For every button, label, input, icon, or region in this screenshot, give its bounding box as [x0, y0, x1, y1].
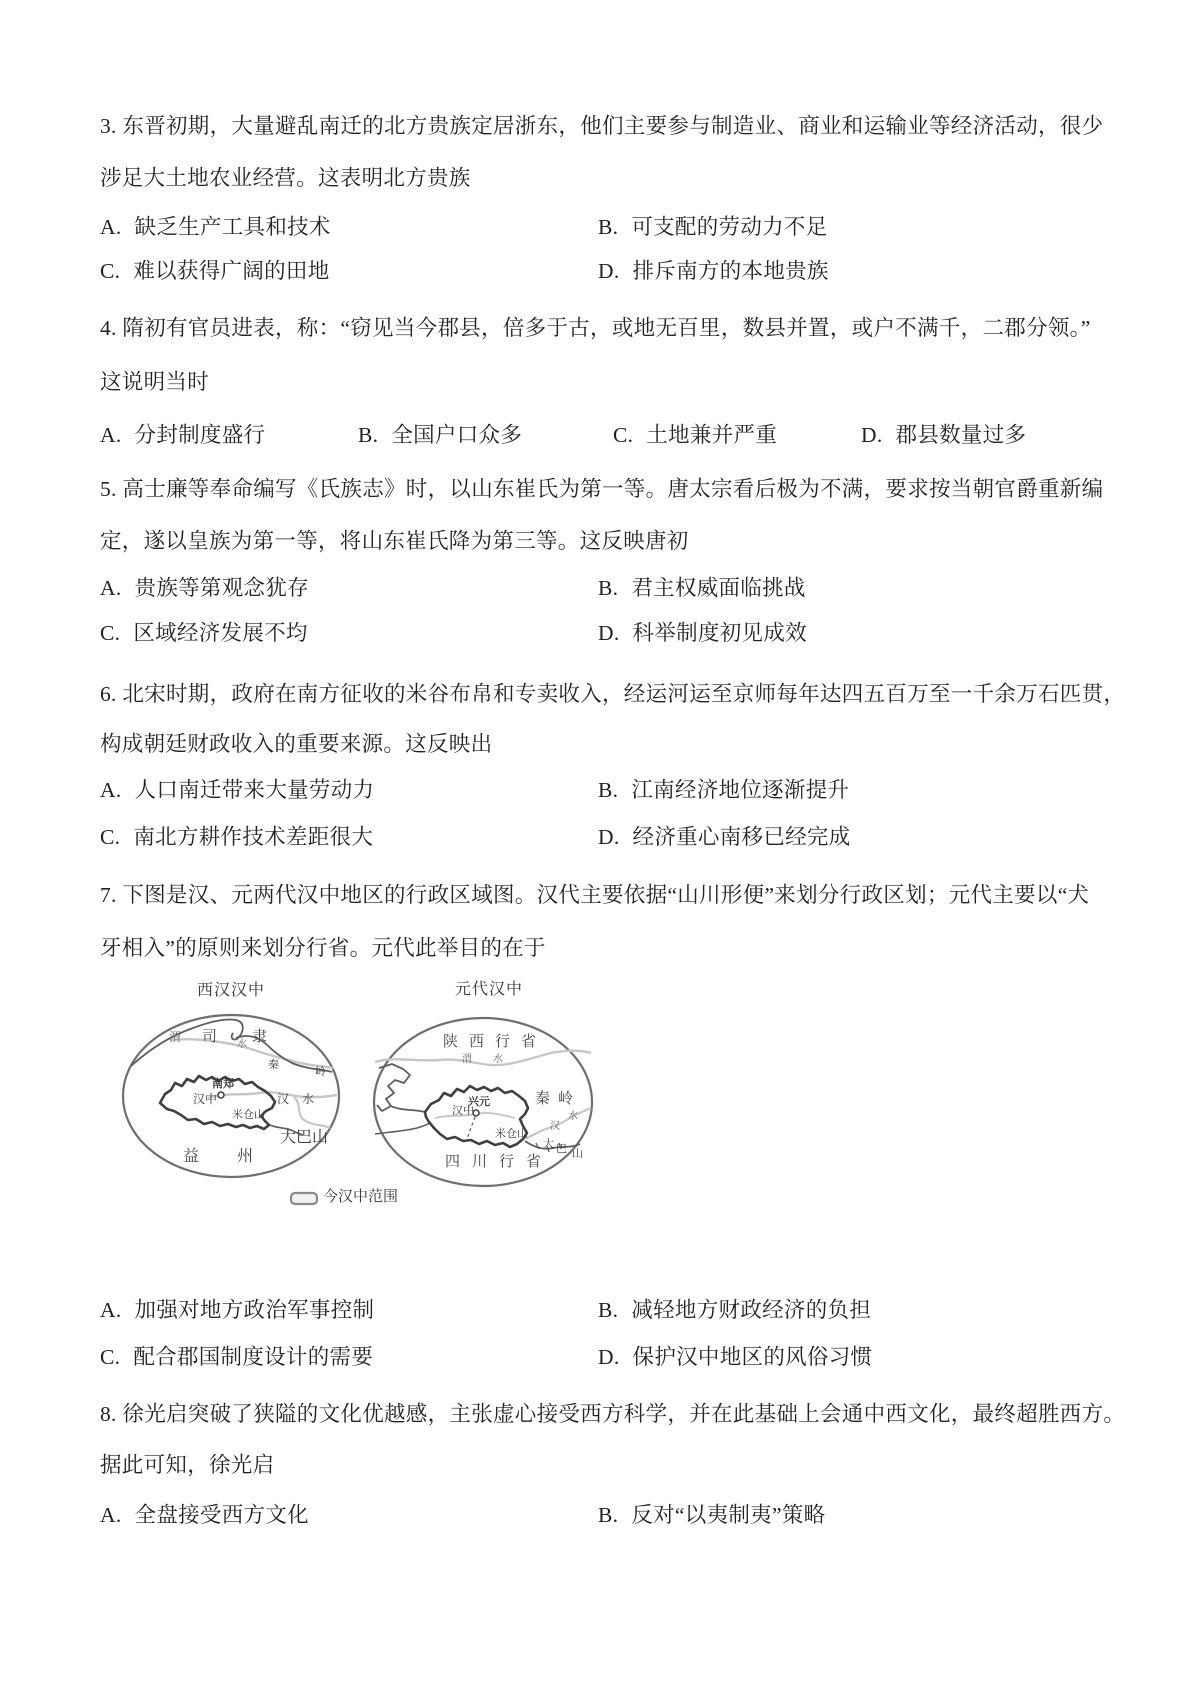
- option-d: D. 科举制度初见成效: [598, 621, 807, 645]
- dabashan-label-shan: 山: [572, 1148, 583, 1160]
- wei-shui-label: 水: [237, 1039, 247, 1050]
- option-b: B. 全国户口众多: [358, 423, 523, 447]
- option-b: B. 反对“以夷制夷”策略: [598, 1503, 826, 1527]
- nanzheng-city-dot: [218, 1092, 224, 1098]
- option-a: A. 缺乏生产工具和技术: [100, 215, 331, 239]
- qinling-label: 秦岭: [535, 1090, 582, 1107]
- option-c: C. 难以获得广阔的田地: [100, 259, 330, 283]
- shaanxi-province-label: 陕西行省: [443, 1033, 548, 1050]
- hanzhong-label: 汉中: [193, 1092, 218, 1106]
- question-stem-line: 6. 北宋时期，政府在南方征收的米谷布帛和专卖收入，经运河运至京师每年达四五百万至一千余万石匹贯，: [100, 682, 1126, 706]
- xingyuan-label: 兴元: [468, 1096, 490, 1108]
- question-stem-line: 7. 下图是汉、元两代汉中地区的行政区域图。汉代主要依据“山川形便”来划分行政区划；元代主要以“犬: [100, 883, 1090, 907]
- option-d: D. 经济重心南移已经完成: [598, 825, 851, 849]
- option-c: C. 土地兼并严重: [613, 423, 778, 447]
- province-border-southwest: [375, 1123, 430, 1134]
- dabashan-label-ba: 巴: [556, 1143, 567, 1155]
- question-stem-line: 据此可知，徐光启: [100, 1453, 275, 1477]
- question-stem-line: 涉足大土地农业经营。这表明北方贵族: [100, 166, 471, 190]
- legend-label: 今汉中范围: [323, 1188, 399, 1205]
- option-a: A. 加强对地方政治军事控制: [100, 1298, 375, 1322]
- option-b: B. 君主权威面临挑战: [598, 576, 806, 600]
- nanzheng-label: 南郑: [212, 1078, 234, 1090]
- weishui-label: 渭水: [462, 1054, 524, 1065]
- hanzhong-label-yuan: 汉中: [452, 1105, 474, 1117]
- option-c: C. 配合郡国制度设计的需要: [100, 1345, 374, 1369]
- question-stem-line: 4. 隋初有官员进表，称：“窃见当今郡县，倍多于古，或地无百里，数县并置，或户不满千，二郡分领。”: [100, 316, 1091, 340]
- option-a: A. 贵族等第观念犹存: [100, 576, 309, 600]
- option-b: B. 减轻地方财政经济的负担: [598, 1298, 872, 1322]
- option-d: D. 排斥南方的本地贵族: [598, 259, 829, 283]
- hanzhong-admin-map-figure: [95, 978, 615, 1228]
- hanshui-label: 汉水: [277, 1092, 328, 1106]
- option-b: B. 可支配的劳动力不足: [598, 215, 828, 239]
- question-stem-line: 这说明当时: [100, 370, 210, 394]
- option-b: B. 江南经济地位逐渐提升: [598, 778, 850, 802]
- qinling-label-qin: 秦: [268, 1059, 279, 1071]
- micangshan-label-yuan: 米仓山: [495, 1128, 528, 1140]
- option-d: D. 郡县数量过多: [861, 423, 1027, 447]
- option-c: C. 南北方耕作技术差距很大: [100, 825, 374, 849]
- sili-label-li: 隶: [252, 1028, 268, 1045]
- option-a: A. 全盘接受西方文化: [100, 1503, 309, 1527]
- question-stem-line: 牙相入”的原则来划分行省。元代此举目的在于: [100, 936, 546, 960]
- question-stem-line: 5. 高士廉等奉命编写《氏族志》时，以山东崔氏为第一等。唐太宗看后极为不满，要求按当朝官爵重新编: [100, 477, 1104, 501]
- qinling-label-ling: 岭: [315, 1066, 326, 1078]
- question-stem-line: 3. 东晋初期，大量避乱南迁的北方贵族定居浙东，他们主要参与制造业、商业和运输业等经济活动，很少: [100, 114, 1104, 138]
- option-a: A. 人口南迁带来大量劳动力: [100, 778, 375, 802]
- west-han-map-title: 西汉汉中: [197, 982, 266, 999]
- option-a: A. 分封制度盛行: [100, 423, 266, 447]
- dabashan-label-da: 大: [543, 1138, 554, 1150]
- yizhou-label: 益州: [183, 1148, 292, 1165]
- question-stem-line: 构成朝廷财政收入的重要来源。这反映出: [100, 732, 493, 756]
- sili-label-si: 司: [202, 1028, 218, 1045]
- micangshan-label: 米仓山: [232, 1109, 265, 1121]
- option-d: D. 保护汉中地区的风俗习惯: [598, 1345, 873, 1369]
- hanshui-label-shui: 水: [568, 1111, 578, 1122]
- question-stem-line: 定，遂以皇族为第一等，将山东崔氏降为第三等。这反映唐初: [100, 529, 689, 553]
- hanshui-label-han: 汉: [550, 1121, 560, 1132]
- wei-label: 渭: [169, 1030, 182, 1044]
- legend-extent-symbol: [291, 1193, 317, 1204]
- option-c: C. 区域经济发展不均: [100, 621, 308, 645]
- sichuan-province-label: 四川行省: [445, 1153, 554, 1170]
- inner-dashed-line: [467, 1117, 475, 1140]
- dabashan-label: 大巴山: [280, 1129, 329, 1146]
- yuan-map-title: 元代汉中: [455, 981, 524, 998]
- question-stem-line: 8. 徐光启突破了狭隘的文化优越感，主张虚心接受西方科学，并在此基础上会通中西文化，最终超胜西方。: [100, 1402, 1126, 1426]
- province-border-mid: [391, 1106, 425, 1112]
